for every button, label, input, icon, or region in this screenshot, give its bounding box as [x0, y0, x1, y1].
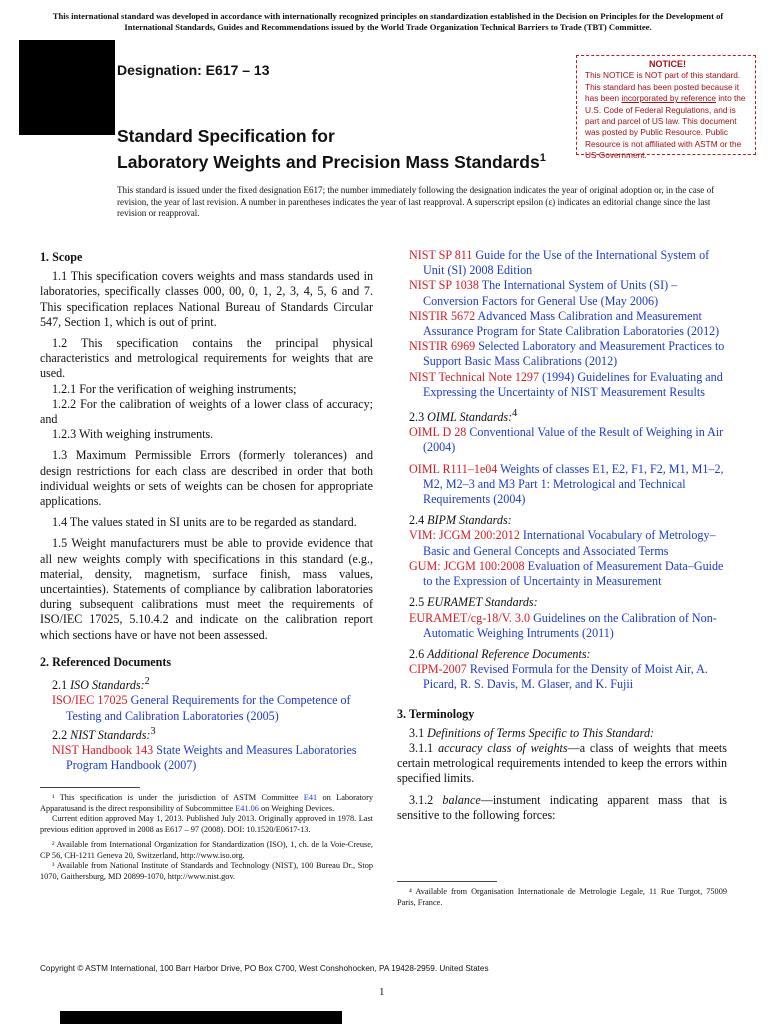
section-2-6-num: 2.6	[409, 646, 428, 661]
title-line-2: Laboratory Weights and Precision Mass Standards	[117, 151, 540, 172]
title-footnote-mark: 1	[539, 152, 546, 164]
ref-code[interactable]: OIML D 28	[409, 425, 467, 440]
ref-title[interactable]: Guide for the Use of the International System of Unit (SI) 2008 Edition	[423, 248, 710, 278]
footnote-1-edition: Current edition approved May 1, 2013. Published July 2013. Originally approved in 1978. Last previous edition approved in 2008 as E617 – 97 (2008). DOI: 10.1520/E0617-13.	[40, 814, 373, 835]
ref-nistir-6969[interactable]	[397, 339, 727, 369]
para-1-1: 1.1 This specification covers weights and mass standards used in laboratories, specifically classes 000, 00, 0, 1, 2, 3, 4, 5, 6 and 7. This specification replaces National Bureau of Standards Circular 547, Section 1, which is out of print.	[40, 269, 373, 329]
ref-code[interactable]: EURAMET/cg-18/V. 3.0	[409, 610, 531, 625]
ref-code[interactable]: NIST Technical Note 1297	[409, 369, 540, 384]
right-column	[397, 248, 727, 823]
ref-title[interactable]: Advanced Mass Calibration and Measurement Assurance Program for State Calibration Laboratories (2012)	[423, 308, 720, 339]
term-balance: balance	[442, 792, 481, 807]
para-1-2-1: 1.2.1 For the verification of weighing instruments;	[52, 381, 297, 396]
ref-code[interactable]: GUM: JCGM 100:2008	[409, 558, 525, 573]
ref-nist-143[interactable]	[40, 743, 373, 773]
section-2-6	[397, 647, 727, 662]
para-3-1-2	[397, 793, 727, 823]
footnote-1-text-c: on Weighing Devices.	[258, 803, 335, 813]
page-number: 1	[379, 986, 385, 998]
footnote-3: ³ Available from National Institute of Standards and Technology (NIST), 100 Bureau Dr., Stop 1070, Gaithersburg, MD 20899-1070, http://www.nist.gov.	[40, 861, 373, 881]
ref-oiml-r111[interactable]	[397, 462, 727, 508]
footnote-ref-4: 4	[512, 408, 518, 420]
ref-title[interactable]: General Requirements for the Competence of Testing and Calibration Laboratories (2005)	[66, 693, 351, 723]
copyright: Copyright © ASTM International, 100 Barr Harbor Drive, PO Box C700, West Conshohocken, PA 19428-2959. United States	[40, 964, 489, 973]
section-2-3	[397, 406, 727, 425]
footnote-1	[40, 793, 373, 814]
footnote-1-text-a: ¹ This specification is under the jurisdiction of ASTM Committee	[52, 793, 304, 802]
ref-nist-sp-1038[interactable]	[397, 278, 727, 308]
para-1-3: 1.3 Maximum Permissible Errors (formerly tolerances) and design restrictions for each class are described in order that both individual weights or sets of weights can be chosen for appropriate applications.	[40, 448, 373, 509]
ref-title[interactable]: State Weights and Measures Laboratories Program Handbook (2007)	[66, 742, 357, 773]
footnote-ref-2: 2	[144, 676, 150, 688]
para-3-1-2-num: 3.1.2	[409, 792, 443, 807]
section-2-1	[40, 674, 373, 693]
ref-title[interactable]: (1994) Guidelines for Evaluating and Expressing the Uncertainty of NIST Measurement Results	[423, 369, 723, 399]
ref-code[interactable]: OIML R111–1e04	[409, 461, 498, 476]
ref-code[interactable]: CIPM-2007	[409, 662, 467, 677]
ref-title[interactable]: The International System of Units (SI) – Conversion Factors for General Use (May 2006)	[423, 278, 678, 308]
section-2-5-title: EURAMET Standards:	[427, 595, 538, 610]
footnote-ref-3: 3	[150, 725, 156, 737]
def-balance: —instument indicating apparent mass that is sensitive to the following forces:	[397, 792, 728, 822]
section-2-4-title: BIPM Standards:	[427, 513, 512, 528]
section-2-2-title: NIST Standards:	[70, 727, 151, 742]
ref-title[interactable]: Evaluation of Measurement Data–Guide to the Expression of Uncertainty in Measurement	[423, 558, 724, 589]
ref-iso-17025[interactable]	[40, 693, 373, 723]
section-2-1-title: ISO Standards:	[70, 678, 145, 693]
ref-code[interactable]: NIST SP 1038	[409, 278, 479, 293]
footnote-divider	[40, 787, 140, 788]
left-column	[40, 250, 373, 773]
ref-code[interactable]: ISO/IEC 17025	[52, 693, 128, 708]
ref-oiml-d28[interactable]	[397, 425, 727, 455]
notice-text-1: This NOTICE is NOT part of this standard. This standard has been posted because it has been	[585, 70, 741, 104]
ref-title[interactable]: International Vocabulary of Metrology–Basic and General Concepts and Associated Terms	[423, 528, 716, 558]
footnote-divider	[397, 881, 497, 882]
section-2-6-title: Additional Reference Documents:	[427, 646, 591, 661]
section-2-2	[40, 724, 373, 743]
ref-euramet[interactable]	[397, 611, 727, 641]
ref-nistir-5672[interactable]	[397, 309, 727, 339]
terminology-heading: 3. Terminology	[397, 706, 475, 721]
ref-vim[interactable]	[397, 528, 727, 558]
ref-nist-sp-811[interactable]	[397, 248, 727, 278]
footnote-4: ⁴ Available from Organisation Internationale de Metrologie Legale, 11 Rue Turgot, 75009 Paris, France.	[397, 887, 727, 907]
ref-nist-tn-1297[interactable]	[397, 370, 727, 400]
ref-cipm-2007[interactable]	[397, 662, 727, 692]
section-2-4-num: 2.4	[409, 513, 428, 528]
redaction-bar	[60, 1011, 342, 1024]
ref-title[interactable]: Weights of classes E1, E2, F1, F2, M1, M1–2, M2, M2–3 and M3 Part 1: Metrological and Technical Requirements (2004)	[423, 461, 724, 507]
ref-code[interactable]: VIM: JCGM 200:2012	[409, 528, 520, 543]
para-1-5: 1.5 Weight manufacturers must be able to provide evidence that all new weights comply with specifications in this standard (e.g., material, density, magnetism, surface finish, mass values, uncertainties). Statements of compliance by calibration laboratories during subsequent calibrations must meet the requirements of ISO/IEC 17025, 5.10.4.2 and indicate on the calibration report which sections have or have not been assessed.	[40, 536, 373, 642]
ref-code[interactable]: NISTIR 5672	[409, 308, 476, 323]
title-line-1: Standard Specification for	[117, 126, 335, 146]
footnote-2: ² Available from International Organization for Standardization (ISO), 1, ch. de la Voie-Creuse, CP 56, CH-1211 Geneva 20, Switzerland, http://www.iso.org.	[40, 839, 373, 860]
page-title	[117, 125, 546, 173]
astm-logo	[19, 40, 115, 135]
top-notice: This international standard was developed in accordance with internationally recognized principles on standardization established in the Decision on Principles for the Development of International Standards, Guides and Recommendations issued by the World Trade Organization Technical Barriers to Trade (TBT) Committee.	[52, 11, 724, 32]
ref-gum[interactable]	[397, 559, 727, 589]
para-1-4: 1.4 The values stated in SI units are to be regarded as standard.	[52, 515, 357, 530]
section-3-1-title: Definitions of Terms Specific to This Standard:	[427, 725, 655, 740]
subcommittee-e4106-link[interactable]: E41.06	[235, 803, 259, 813]
footnote-1-text-b: on Laboratory Apparatusand is the direct responsibility of Subcommittee	[40, 793, 373, 813]
notice-box	[576, 55, 756, 161]
notice-text-2: into the U.S. Code of Federal Regulations, and is part and parcel of US law. This document was posted by Public Resource. Public Resource is not affiliated with ASTM or the US Government.	[585, 93, 746, 161]
section-2-4	[397, 513, 727, 528]
section-3-1	[397, 726, 727, 741]
scope-heading: 1. Scope	[40, 250, 83, 264]
ref-title[interactable]: Selected Laboratory and Measurement Practices to Support Basic Mass Calibrations (2012)	[423, 339, 725, 369]
ref-code[interactable]: NIST Handbook 143	[52, 742, 154, 757]
issued-note: This standard is issued under the fixed designation E617; the number immediately following the designation indicates the year of original adoption or, in the case of revision, the year of last revision. A number in parentheses indicates the year of last reapproval. A superscript epsilon (ε) indicates an editorial change since the last revision or reapproval.	[117, 185, 715, 218]
para-1-2-3: 1.2.3 With weighing instruments.	[52, 427, 214, 442]
section-2-3-num: 2.3	[409, 410, 428, 425]
def-accuracy-class: —a class of weights that meets certain metrological requirements intended to keep the errors within specified limits.	[397, 740, 727, 786]
section-2-2-num: 2.2	[52, 727, 71, 742]
para-3-1-1	[397, 741, 727, 787]
section-3-1-num: 3.1	[409, 725, 428, 740]
para-1-2: 1.2 This specification contains the principal physical characteristics and metrological requirements for weights that are used.	[40, 336, 373, 381]
ref-code[interactable]: NIST SP 811	[409, 248, 473, 262]
refdocs-heading: 2. Referenced Documents	[40, 654, 172, 669]
para-1-2-2: 1.2.2 For the calibration of weights of a lower class of accuracy; and	[40, 396, 373, 427]
notice-title: NOTICE!	[649, 59, 686, 69]
section-2-5	[397, 595, 727, 610]
ref-code[interactable]: NISTIR 6969	[409, 339, 476, 354]
para-3-1-1-num: 3.1.1	[409, 740, 439, 755]
ref-title[interactable]: Conventional Value of the Result of Weighing in Air (2004)	[423, 425, 724, 455]
section-2-5-num: 2.5	[409, 595, 428, 610]
notice-link[interactable]: incorporated by reference	[621, 93, 717, 104]
footnotes-right	[397, 887, 727, 908]
term-accuracy-class: accuracy class of weights	[438, 740, 568, 755]
section-2-1-num: 2.1	[52, 678, 71, 693]
designation: Designation: E617 – 13	[117, 62, 270, 78]
section-2-3-title: OIML Standards:	[427, 410, 513, 425]
footnotes-left	[40, 793, 373, 883]
ref-title[interactable]: Revised Formula for the Density of Moist Air, A. Picard, R. S. Davis, M. Glaser, and K. Fujii	[423, 662, 708, 692]
committee-e41-link[interactable]: E41	[303, 793, 318, 802]
ref-title[interactable]: Guidelines on the Calibration of Non-Automatic Weighing Intruments (2011)	[423, 610, 717, 640]
